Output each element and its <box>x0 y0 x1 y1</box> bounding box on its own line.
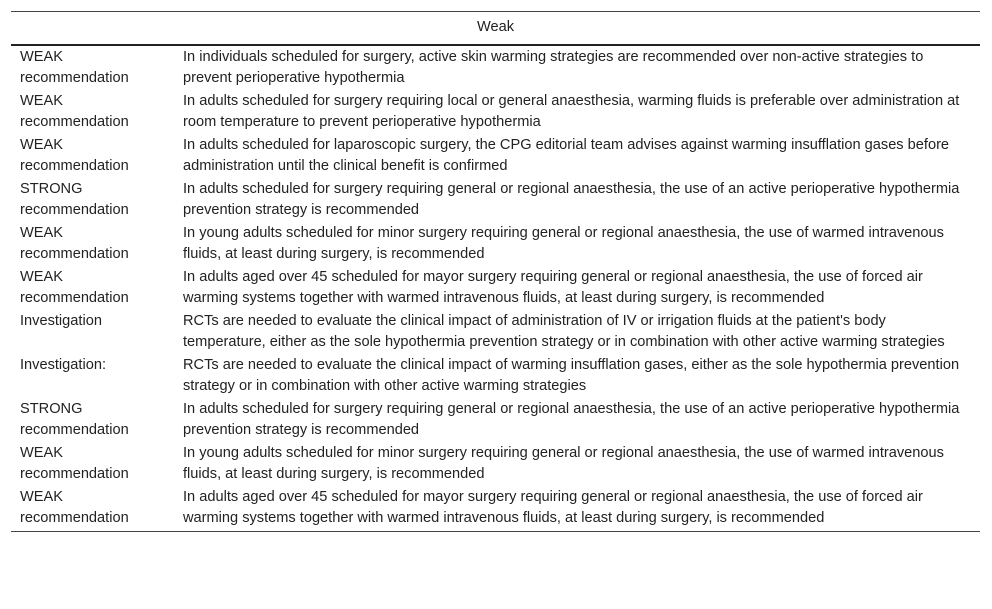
table-row <box>11 354 980 398</box>
recommendation-text: In adults scheduled for surgery requiring local or general anaesthesia, warming fluids is preferable over administration at room temperature to prevent perioperative hypothermia <box>183 93 960 130</box>
table-row <box>11 486 980 532</box>
table-row <box>11 266 980 310</box>
recommendation-strength: WEAK recommendation <box>20 93 129 130</box>
recommendation-strength: WEAK recommendation <box>20 269 129 306</box>
recommendation-text: In individuals scheduled for surgery, active skin warming strategies are recommended over non-active strategies to prevent perioperative hypothermia <box>183 49 924 86</box>
recommendation-strength: Investigation: <box>20 357 106 373</box>
recommendation-strength: WEAK recommendation <box>20 137 129 174</box>
recommendation-text: In adults aged over 45 scheduled for mayor surgery requiring general or regional anaesthesia, the use of forced air warming systems together with warmed intravenous fluids, at least during surgery, is recommended <box>183 269 923 306</box>
recommendation-strength: WEAK recommendation <box>20 445 129 482</box>
recommendation-strength: WEAK recommendation <box>20 225 129 262</box>
table-row <box>11 178 980 222</box>
recommendation-text: In young adults scheduled for minor surgery requiring general or regional anaesthesia, the use of warmed intravenous fluids, at least during surgery, is recommended <box>183 445 944 482</box>
recommendation-strength: WEAK recommendation <box>20 49 129 86</box>
table-row <box>11 45 980 90</box>
table-row <box>11 222 980 266</box>
table-row <box>11 90 980 134</box>
recommendation-strength: STRONG recommendation <box>20 181 129 218</box>
table-row <box>11 442 980 486</box>
recommendation-strength: Investigation <box>20 313 102 329</box>
table-body <box>11 45 980 532</box>
header-row <box>11 12 980 46</box>
recommendation-text: RCTs are needed to evaluate the clinical impact of administration of IV or irrigation fluids at the patient's body temperature, either as the sole hypothermia prevention strategy or in combination with other active warming strategies <box>183 313 945 350</box>
table-row <box>11 398 980 442</box>
recommendation-strength: WEAK recommendation <box>20 489 129 526</box>
recommendation-text: In adults scheduled for laparoscopic surgery, the CPG editorial team advises against warming insufflation gases before administration until the clinical benefit is confirmed <box>183 137 950 174</box>
recommendation-text: RCTs are needed to evaluate the clinical impact of warming insufflation gases, either as the sole hypothermia prevention strategy or in combination with other active warming strategies <box>183 357 960 394</box>
recommendations-table <box>11 11 980 532</box>
recommendation-text: In adults scheduled for surgery requiring general or regional anaesthesia, the use of an active perioperative hypothermia prevention strategy is recommended <box>183 401 960 438</box>
table-row <box>11 134 980 178</box>
table-header <box>11 12 980 46</box>
recommendation-text: In young adults scheduled for minor surgery requiring general or regional anaesthesia, the use of warmed intravenous fluids, at least during surgery, is recommended <box>183 225 944 262</box>
recommendation-text: In adults scheduled for surgery requiring general or regional anaesthesia, the use of an active perioperative hypothermia prevention strategy is recommended <box>183 181 960 218</box>
recommendations-table-container <box>11 11 980 532</box>
header-cell-weak: Weak <box>11 12 980 46</box>
table-row <box>11 310 980 354</box>
recommendation-strength: STRONG recommendation <box>20 401 129 438</box>
recommendation-text: In adults aged over 45 scheduled for mayor surgery requiring general or regional anaesthesia, the use of forced air warming systems together with warmed intravenous fluids, at least during surgery, is recommended <box>183 489 923 526</box>
